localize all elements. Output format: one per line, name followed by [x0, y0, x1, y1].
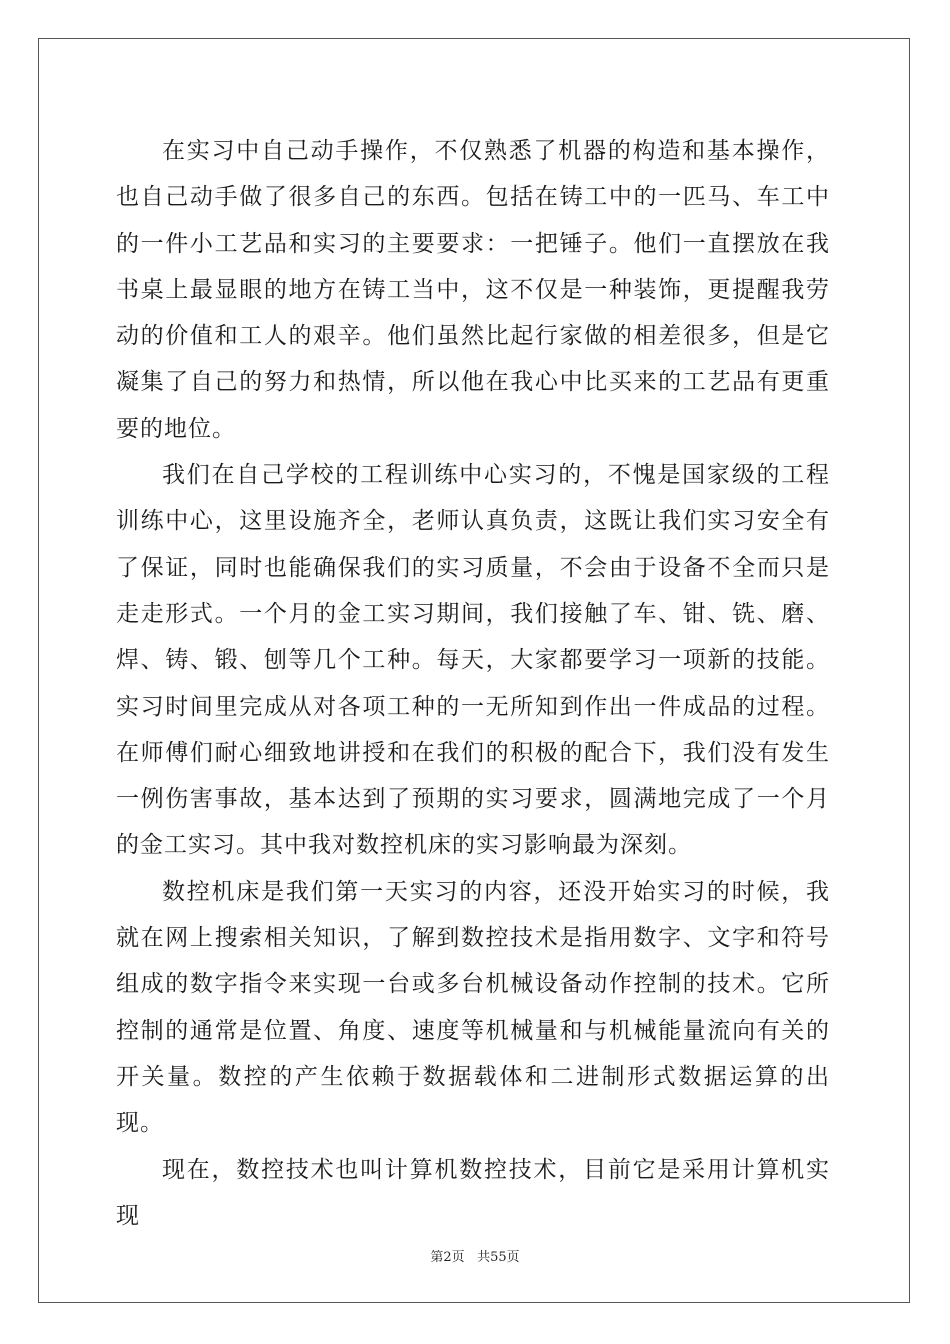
paragraph: 数控机床是我们第一天实习的内容，还没开始实习的时候，我就在网上搜索相关知识，了解到数控技术是指用数字、文字和符号组成的数字指令来实现一台或多台机械设备动作控制的技术。它所控制的通常是位置、角度、速度等机械量和与机械能量流向有关的开关量。数控的产生依赖于数据载体和二进制形式数据运算的出现。	[116, 878, 830, 1137]
page-number: 第2页	[430, 1250, 465, 1265]
page-total: 共55页	[477, 1250, 520, 1265]
paragraph: 在实习中自己动手操作，不仅熟悉了机器的构造和基本操作，也自己动手做了很多自己的东西。包括在铸工中的一匹马、车工中的一件小工艺品和实习的主要要求：一把锤子。他们一直摆放在我书桌上最显眼的地方在铸工当中，这不仅是一种装饰，更提醒我劳动的价值和工人的艰辛。他们虽然比起行家做的相差很多，但是它凝集了自己的努力和热情，所以他在我心中比买来的工艺品有更重要的地位。	[116, 138, 830, 442]
paragraph: 现在，数控技术也叫计算机数控技术，目前它是采用计算机实现	[116, 1156, 830, 1229]
page-footer	[0, 1246, 950, 1265]
paragraph: 我们在自己学校的工程训练中心实习的，不愧是国家级的工程训练中心，这里设施齐全，老师认真负责，这既让我们实习安全有了保证，同时也能确保我们的实习质量，不会由于设备不全而只是走走形式。一个月的金工实习期间，我们接触了车、钳、铣、磨、焊、铸、锻、刨等几个工种。每天，大家都要学习一项新的技能。实习时间里完成从对各项工种的一无所知到作出一件成品的过程。在师傅们耐心细致地讲授和在我们的积极的配合下，我们没有发生一例伤害事故，基本达到了预期的实习要求，圆满地完成了一个月的金工实习。其中我对数控机床的实习影响最为深刻。	[116, 462, 830, 859]
document-body	[116, 128, 830, 1239]
